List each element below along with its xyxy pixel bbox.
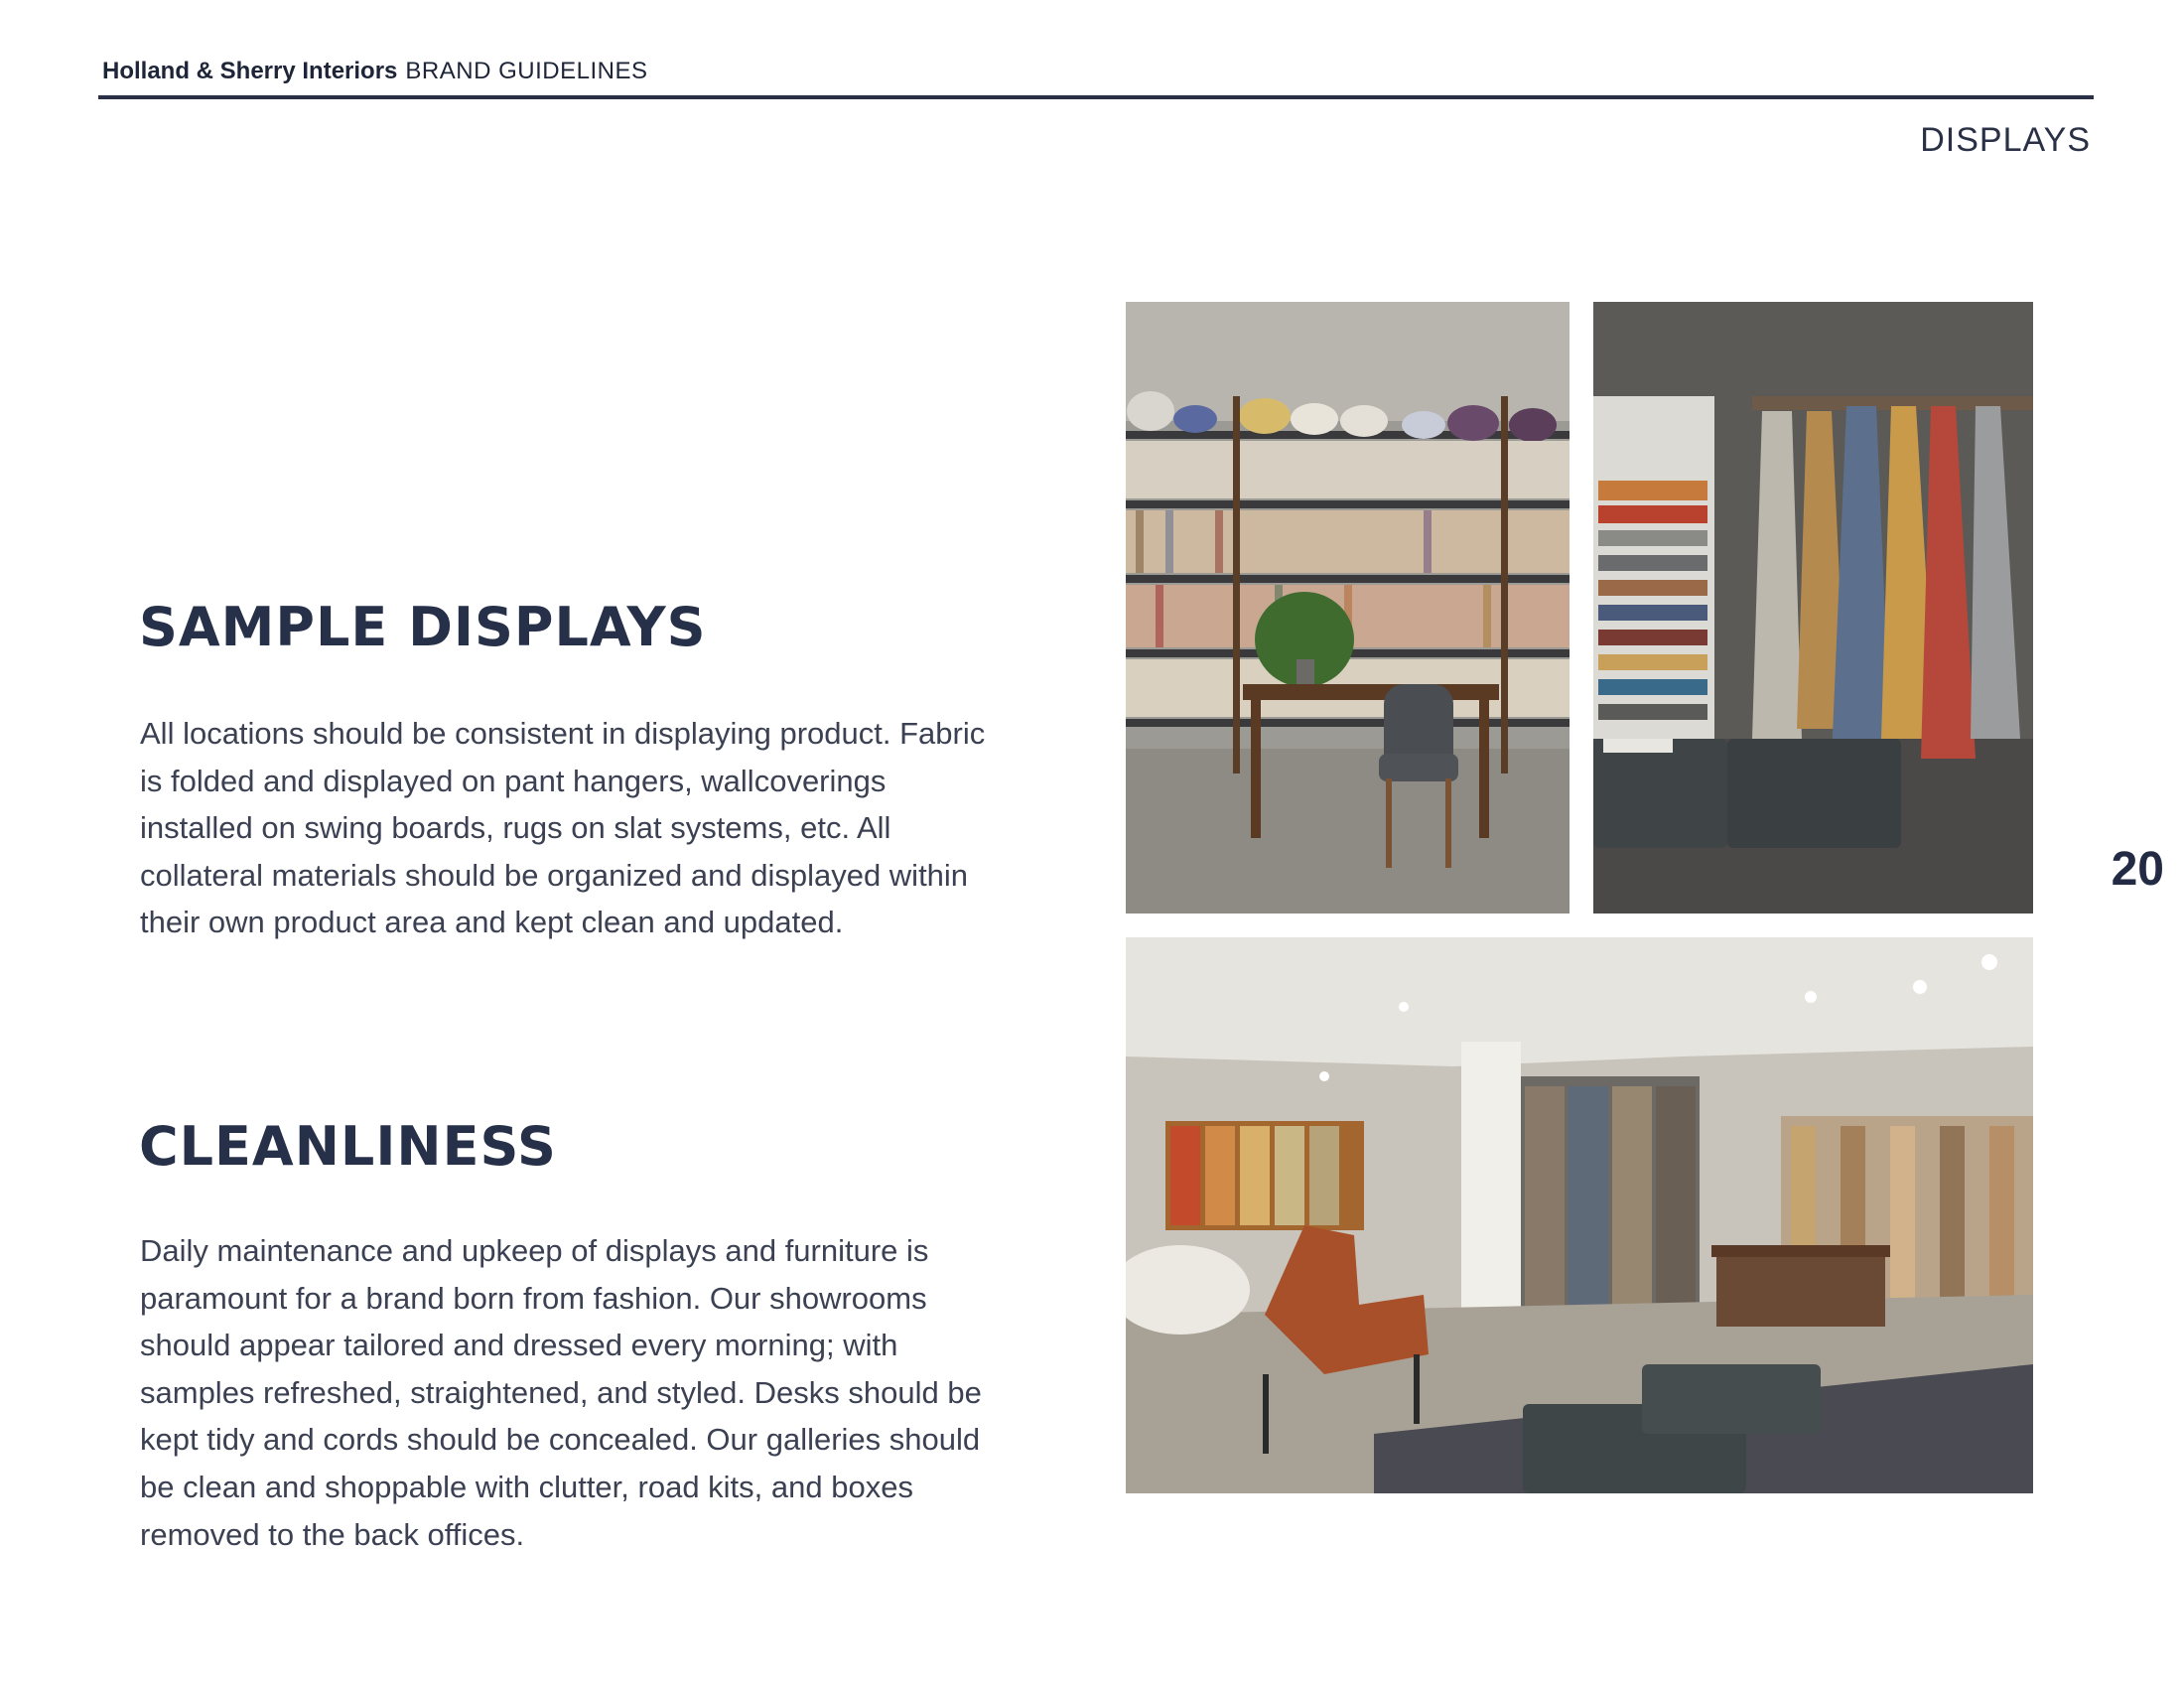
photo-fabric-shelves	[1126, 302, 1570, 914]
cleanliness-body: Daily maintenance and upkeep of displays and furniture is paramount for a brand born from fashion. Our showrooms should appear tailored and dressed every morning; with samples refreshed, straightened, and styled. Desks should be kept tidy and cords should be concealed. Our galleries should be clean and shoppable with clutter, road kits, and boxes removed to the back offices.	[140, 1233, 982, 1552]
header-divider	[98, 95, 2094, 99]
page-number: 20	[2111, 843, 2164, 896]
photo-showroom	[1126, 937, 2033, 1493]
brand-name: Holland & Sherry Interiors	[102, 58, 398, 84]
sample-displays-body: All locations should be consistent in displaying product. Fabric is folded and displayed on pant hangers, wallcoverings installed on swing boards, rugs on slat systems, etc. All collateral materials should be organized and displayed within their own product area and kept clean and updated.	[140, 716, 986, 940]
document-title: BRAND GUIDELINES	[405, 58, 648, 84]
section-label: DISPLAYS	[1920, 121, 2091, 159]
header-brand	[102, 58, 647, 85]
photo-leather-display	[1593, 302, 2033, 914]
sample-displays-heading: SAMPLE DISPLAYS	[139, 596, 707, 658]
cleanliness-heading: CLEANLINESS	[139, 1115, 557, 1178]
